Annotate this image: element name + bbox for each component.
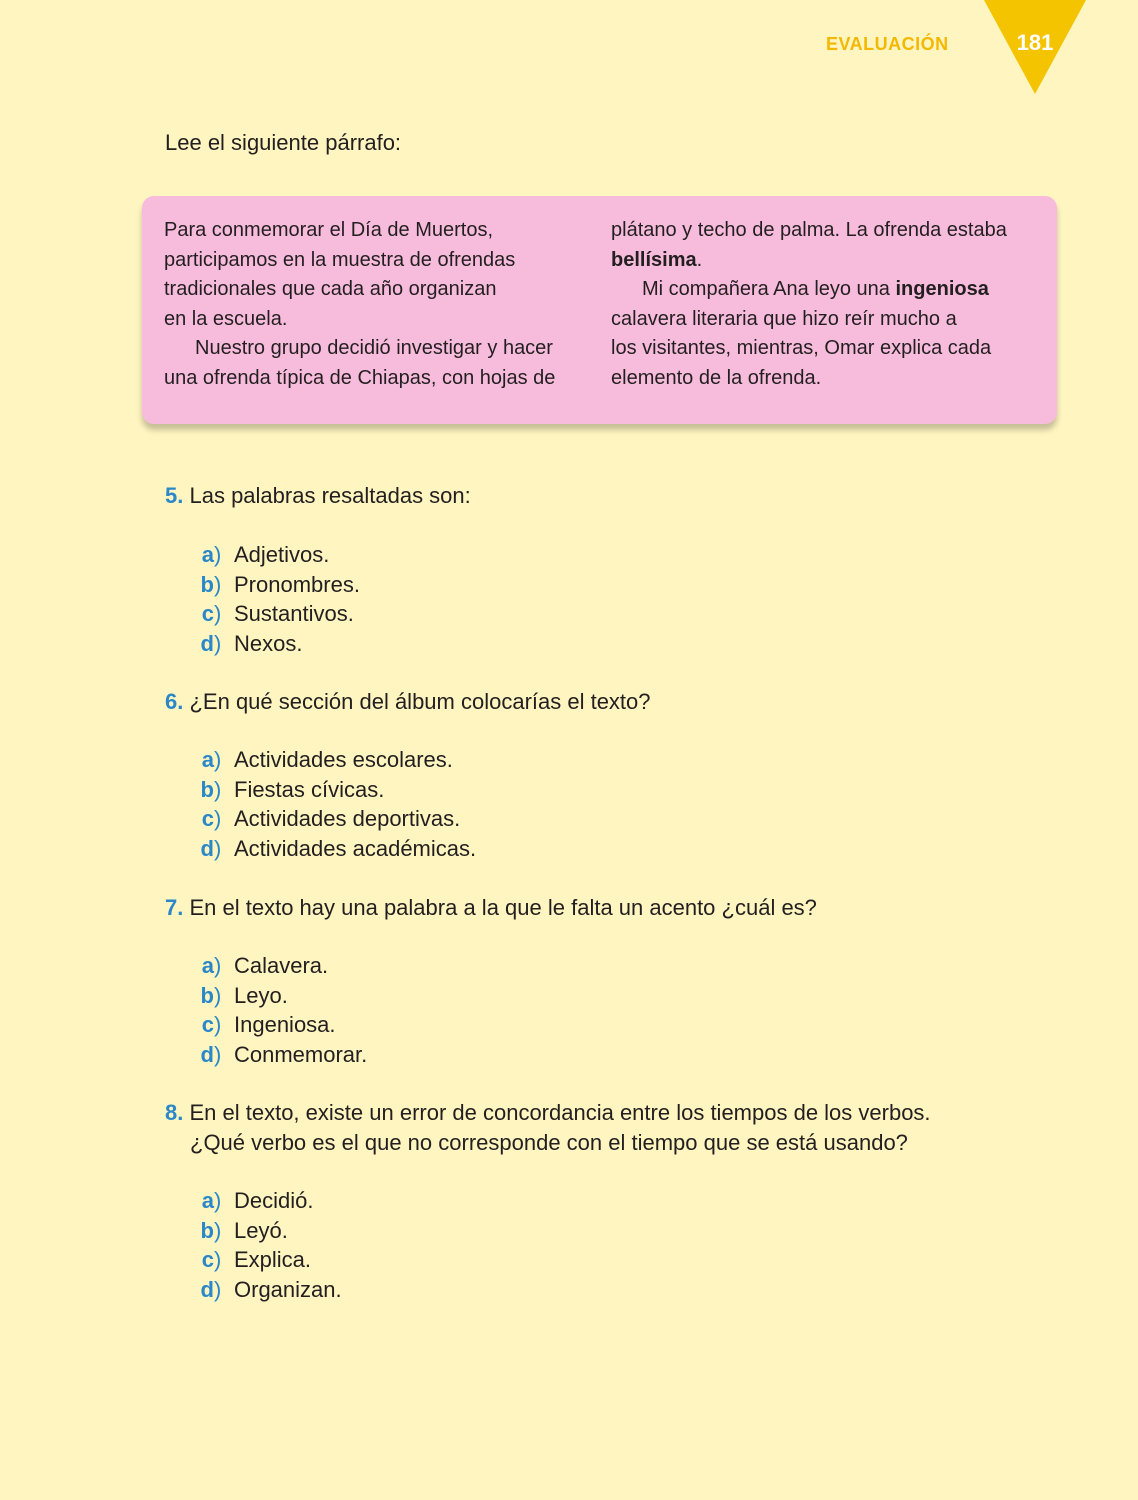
option-letter: b: [200, 982, 214, 1008]
option-letter: a: [201, 747, 214, 772]
question-line: [165, 1098, 1025, 1128]
passage-text: Mi compañera Ana leyo una: [642, 278, 896, 300]
option-paren: ): [214, 835, 222, 861]
option-paren: ): [214, 1041, 222, 1067]
highlighted-word: ingeniosa: [895, 278, 989, 300]
option-item[interactable]: [190, 775, 476, 805]
option-paren: ): [214, 1012, 222, 1037]
question-8-options: [190, 1186, 342, 1304]
option-letter: d: [200, 1276, 214, 1302]
question-number: 6.: [165, 689, 184, 714]
question-5: [165, 481, 1025, 511]
question-text: En el texto hay una palabra a la que le falta un acento ¿cuál es?: [189, 895, 817, 920]
option-text: Actividades deportivas.: [234, 806, 461, 831]
option-paren: ): [214, 747, 222, 772]
option-text: Decidió.: [234, 1188, 314, 1213]
option-text: Ingeniosa.: [234, 1012, 336, 1037]
passage-line: los visitantes, mientras, Omar explica cada: [611, 337, 992, 359]
option-letter: b: [200, 571, 214, 597]
option-item[interactable]: [190, 745, 476, 775]
question-number: 5.: [165, 483, 184, 508]
question-5-options: [190, 540, 360, 658]
question-number: 7.: [165, 895, 184, 920]
passage-line: calavera literaria que hizo reír mucho a: [611, 307, 957, 330]
passage-line: Para conmemorar el Día de Muertos,: [164, 219, 494, 241]
passage-text: .: [696, 248, 703, 271]
option-text: Actividades escolares.: [234, 747, 453, 772]
option-paren: ): [214, 1276, 222, 1302]
question-6: [165, 687, 1025, 717]
option-item[interactable]: [190, 1186, 342, 1216]
question-text: En el texto, existe un error de concordancia entre los tiempos de los verbos.: [189, 1100, 931, 1125]
option-letter: a: [201, 542, 214, 567]
option-item[interactable]: [190, 804, 476, 834]
option-paren: ): [214, 630, 222, 656]
question-6-options: [190, 745, 476, 863]
passage-line: Nuestro grupo decidió investigar y hacer: [195, 337, 553, 359]
option-text: Leyó.: [234, 1217, 288, 1243]
option-paren: ): [214, 1247, 222, 1272]
option-item[interactable]: [190, 629, 360, 659]
question-text: ¿Qué verbo es el que no corresponde con el tiempo que se está usando?: [190, 1129, 908, 1155]
passage-box: [142, 196, 1057, 424]
question-text: Las palabras resaltadas son:: [189, 483, 471, 508]
passage-line: una ofrenda típica de Chiapas, con hojas de: [164, 366, 556, 389]
section-title: EVALUACIÓN: [826, 34, 949, 54]
option-paren: ): [214, 953, 222, 978]
highlighted-word: bellísima: [611, 248, 697, 271]
option-paren: ): [214, 542, 222, 567]
intro-text: Lee el siguiente párrafo:: [165, 130, 402, 155]
option-text: Conmemorar.: [234, 1041, 368, 1067]
option-item[interactable]: [190, 1245, 342, 1275]
passage-line: participamos en la muestra de ofrendas: [164, 248, 516, 271]
option-item[interactable]: [190, 1040, 367, 1070]
question-8: [165, 1098, 1025, 1157]
option-paren: ): [214, 776, 222, 802]
question-number: 8.: [165, 1100, 184, 1125]
option-letter: a: [201, 1188, 214, 1213]
option-paren: ): [214, 601, 222, 626]
passage-line: [611, 246, 1041, 276]
option-text: Actividades académicas.: [234, 835, 477, 861]
question-7-options: [190, 951, 367, 1069]
option-text: Leyo.: [234, 982, 288, 1008]
option-item[interactable]: [190, 1216, 342, 1246]
passage-line: elemento de la ofrenda.: [611, 366, 822, 389]
option-letter: d: [200, 835, 214, 861]
option-text: Fiestas cívicas.: [234, 776, 385, 802]
passage-line: plátano y techo de palma. La ofrenda estaba: [611, 219, 1007, 241]
option-paren: ): [214, 1217, 222, 1243]
option-item[interactable]: [190, 1010, 367, 1040]
option-item[interactable]: [190, 599, 360, 629]
passage-line: [611, 275, 1041, 305]
option-paren: ): [214, 806, 222, 831]
passage-column-1: [164, 216, 564, 393]
option-letter: b: [200, 776, 214, 802]
option-item[interactable]: [190, 570, 360, 600]
option-paren: ): [214, 982, 222, 1008]
option-letter: d: [200, 630, 214, 656]
option-text: Adjetivos.: [234, 542, 330, 567]
option-text: Explica.: [234, 1247, 312, 1272]
option-letter: c: [201, 1012, 214, 1037]
option-letter: b: [200, 1217, 214, 1243]
option-letter: c: [201, 806, 214, 831]
option-text: Pronombres.: [234, 571, 360, 597]
question-text: ¿En qué sección del álbum colocarías el texto?: [189, 689, 651, 714]
option-letter: c: [201, 601, 214, 626]
option-item[interactable]: [190, 1275, 342, 1305]
option-letter: c: [201, 1247, 214, 1272]
option-paren: ): [214, 1188, 222, 1213]
option-letter: a: [201, 953, 214, 978]
passage-line: tradicionales que cada año organizan: [164, 278, 497, 300]
option-item[interactable]: [190, 951, 367, 981]
passage-line: en la escuela.: [164, 307, 288, 330]
option-letter: d: [200, 1041, 214, 1067]
option-text: Sustantivos.: [234, 601, 354, 626]
option-text: Organizan.: [234, 1276, 342, 1302]
passage-column-2: [611, 216, 1041, 393]
option-item[interactable]: [190, 981, 367, 1011]
option-text: Calavera.: [234, 953, 329, 978]
option-item[interactable]: [190, 834, 476, 864]
option-paren: ): [214, 571, 222, 597]
page-number: 181: [1016, 30, 1054, 55]
question-7: [165, 893, 1025, 923]
option-item[interactable]: [190, 540, 360, 570]
option-text: Nexos.: [234, 630, 303, 656]
